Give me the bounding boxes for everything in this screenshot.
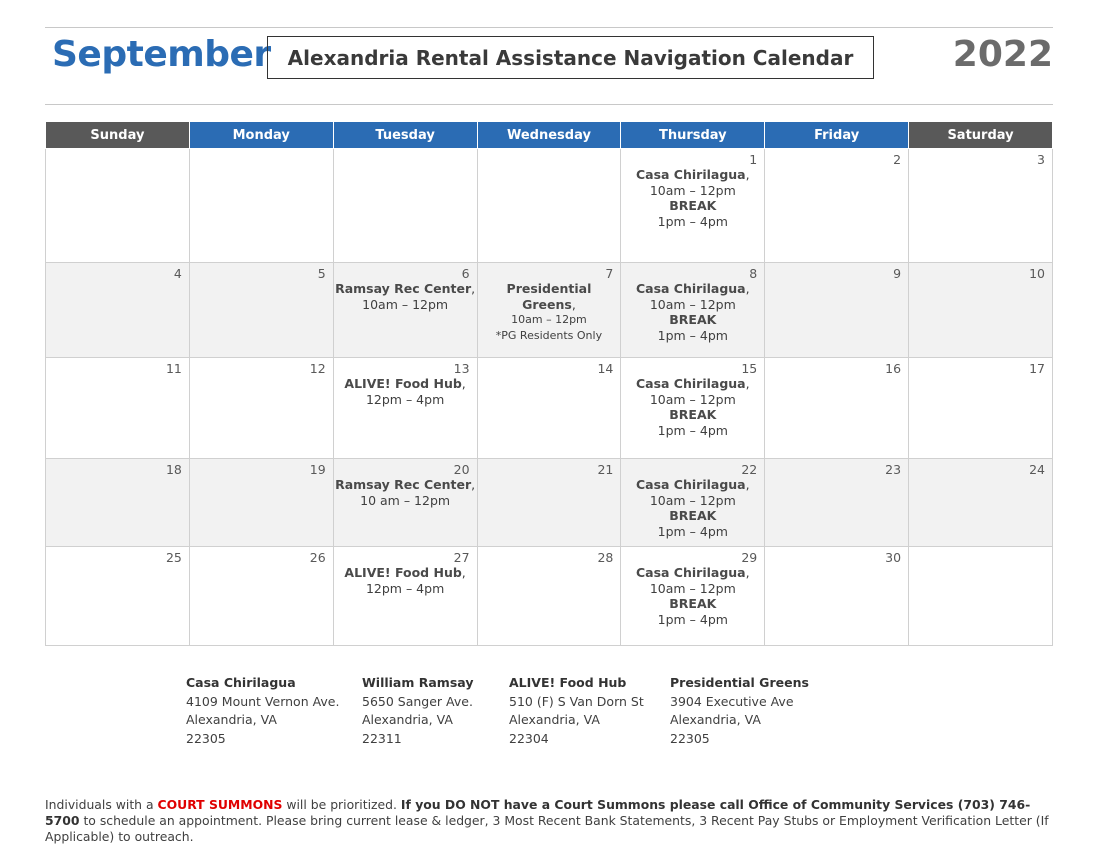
event — [334, 477, 477, 508]
day-cell — [333, 547, 477, 646]
weekday-friday: Friday — [765, 122, 909, 149]
location-name: Presidential Greens — [670, 675, 809, 690]
day-number: 11 — [165, 361, 182, 376]
day-cell — [621, 358, 765, 459]
day-cell — [621, 547, 765, 646]
event — [621, 167, 764, 229]
weekday-saturday: Saturday — [909, 122, 1053, 149]
calendar-title — [267, 36, 874, 79]
footer-note — [45, 797, 1055, 845]
event — [334, 281, 477, 312]
day-cell — [477, 547, 621, 646]
day-number: 6 — [461, 266, 470, 281]
event-location: Casa Chirilagua, — [635, 281, 750, 296]
event-location: Ramsay Rec Center, — [335, 477, 476, 492]
event-break-label: BREAK — [669, 508, 717, 523]
day-cell — [189, 547, 333, 646]
location-presidential-greens — [670, 674, 809, 748]
location-city: Alexandria, VA — [509, 712, 600, 727]
event-time-second: 1pm – 4pm — [657, 611, 728, 627]
day-number: 17 — [1029, 361, 1045, 376]
event — [621, 376, 764, 438]
event-time: 10am – 12pm — [649, 296, 736, 312]
event-break — [621, 198, 764, 214]
day-number: 13 — [453, 361, 470, 376]
day-cell — [477, 459, 621, 547]
day-cell — [46, 459, 190, 547]
day-number: 27 — [453, 550, 470, 565]
event-time: 12pm – 4pm — [365, 391, 445, 407]
event-time: 10am – 12pm — [649, 391, 736, 407]
event — [621, 281, 764, 343]
location-street: 5650 Sanger Ave. — [362, 693, 473, 709]
day-cell — [909, 459, 1053, 547]
event-time-second: 1pm – 4pm — [657, 213, 728, 229]
day-number: 30 — [885, 550, 902, 565]
event-location: ALIVE! Food Hub, — [344, 376, 466, 391]
day-cell — [765, 459, 909, 547]
week-row — [46, 149, 1053, 263]
day-cell — [46, 547, 190, 646]
event — [621, 565, 764, 627]
event-time: 10am – 12pm — [649, 182, 736, 198]
day-number: 28 — [597, 550, 614, 565]
day-number: 12 — [309, 361, 326, 376]
event-location-name: Presidential Greens — [506, 281, 592, 312]
event-location: Presidential Greens, — [506, 281, 592, 312]
day-number: 16 — [885, 361, 902, 376]
day-number: 29 — [741, 550, 758, 565]
day-cell — [333, 459, 477, 547]
event-location-name: Ramsay Rec Center — [335, 477, 472, 492]
day-cell — [909, 263, 1053, 358]
event-break-label: BREAK — [669, 596, 717, 611]
event-location: Casa Chirilagua, — [635, 565, 750, 580]
day-cell — [909, 547, 1053, 646]
event-location: Casa Chirilagua, — [635, 477, 750, 492]
footer-phone-instruction: If you DO NOT have a Court Summons please call Office of Community Services (703) 746-5700 — [45, 797, 1031, 828]
event-break — [621, 596, 764, 612]
event-time: 10 am – 12pm — [360, 492, 451, 508]
day-cell — [46, 358, 190, 459]
location-zip: 22305 — [670, 730, 710, 746]
day-number: 25 — [165, 550, 182, 565]
location-city: Alexandria, VA — [670, 712, 761, 727]
day-number: 10 — [1029, 266, 1045, 281]
event-location-name: Casa Chirilagua — [635, 167, 746, 182]
location-alive-food-hub — [509, 674, 644, 748]
location-street: 510 (F) S Van Dorn St — [509, 693, 644, 709]
event-time: 12pm – 4pm — [365, 580, 445, 596]
location-name: Casa Chirilagua — [186, 675, 296, 690]
day-number: 18 — [165, 462, 182, 477]
day-cell — [765, 149, 909, 263]
day-cell — [333, 263, 477, 358]
event-location-name: Casa Chirilagua — [635, 281, 746, 296]
day-cell — [765, 358, 909, 459]
location-name: ALIVE! Food Hub — [509, 675, 627, 690]
event-location: ALIVE! Food Hub, — [344, 565, 466, 580]
event-break — [621, 407, 764, 423]
event — [334, 565, 477, 596]
event-break — [621, 312, 764, 328]
footer-text-3: to schedule an appointment. Please bring current lease & ledger, 3 Most Recent Bank Statements, 3 Recent Pay Stubs or Employment Verification Letter (If Applicable) to outreach. — [45, 813, 1049, 844]
footer-text-1: Individuals with a — [45, 797, 158, 812]
day-number: 2 — [893, 152, 902, 167]
weekday-wednesday: Wednesday — [477, 122, 621, 149]
weekday-thursday: Thursday — [621, 122, 765, 149]
day-number: 1 — [749, 152, 758, 167]
day-number — [909, 547, 1052, 551]
event-time: 10am – 12pm — [362, 296, 449, 312]
footer-text-2: will be prioritized. — [282, 797, 401, 812]
event — [334, 376, 477, 407]
event-location-name: Casa Chirilagua — [635, 565, 746, 580]
day-cell — [909, 358, 1053, 459]
calendar-grid — [45, 121, 1053, 646]
calendar-title-text: Alexandria Rental Assistance Navigation Calendar — [287, 45, 854, 70]
location-zip: 22305 — [186, 730, 226, 746]
event-time-second: 1pm – 4pm — [657, 422, 728, 438]
location-city: Alexandria, VA — [186, 712, 277, 727]
weekday-tuesday: Tuesday — [333, 122, 477, 149]
day-cell — [477, 149, 621, 263]
day-number: 26 — [309, 550, 326, 565]
day-cell — [189, 263, 333, 358]
event-location-name: ALIVE! Food Hub — [344, 565, 462, 580]
event — [478, 281, 621, 343]
day-number — [46, 149, 189, 153]
location-city: Alexandria, VA — [362, 712, 453, 727]
location-casa-chirilagua — [186, 674, 339, 748]
event-location: Casa Chirilagua, — [635, 167, 750, 182]
day-number: 4 — [173, 266, 182, 281]
event-time-second: 1pm – 4pm — [657, 327, 728, 343]
day-cell — [621, 459, 765, 547]
event-break — [621, 508, 764, 524]
event-location-name: ALIVE! Food Hub — [344, 376, 462, 391]
location-zip: 22304 — [509, 730, 549, 746]
day-number — [478, 149, 621, 153]
week-row — [46, 263, 1053, 358]
event-location-name: Casa Chirilagua — [635, 477, 746, 492]
day-number: 19 — [309, 462, 326, 477]
event-break-label: BREAK — [669, 407, 717, 422]
day-number: 9 — [893, 266, 902, 281]
day-cell — [189, 149, 333, 263]
day-cell — [765, 547, 909, 646]
event-time-second: 1pm – 4pm — [657, 523, 728, 539]
day-number: 21 — [597, 462, 614, 477]
event-break-label: BREAK — [669, 312, 717, 327]
event-location-name: Ramsay Rec Center — [335, 281, 472, 296]
event — [621, 477, 764, 539]
top-rule — [45, 27, 1053, 28]
event-location-name: Casa Chirilagua — [635, 376, 746, 391]
week-row — [46, 358, 1053, 459]
event-time: 10am – 12pm — [649, 580, 736, 596]
day-number: 15 — [741, 361, 758, 376]
year-title: 2022 — [952, 34, 1053, 75]
location-william-ramsay — [362, 674, 473, 748]
day-cell — [621, 263, 765, 358]
day-cell — [477, 263, 621, 358]
day-number: 8 — [749, 266, 758, 281]
day-cell — [46, 149, 190, 263]
day-number: 3 — [1037, 152, 1045, 167]
day-cell — [333, 358, 477, 459]
day-number: 5 — [317, 266, 326, 281]
day-cell — [46, 263, 190, 358]
day-cell — [909, 149, 1053, 263]
month-title: September — [52, 34, 271, 75]
day-number: 7 — [605, 266, 614, 281]
day-cell — [765, 263, 909, 358]
event-note: *PG Residents Only — [495, 328, 603, 342]
weekday-sunday: Sunday — [46, 122, 190, 149]
weekday-header-row — [46, 122, 1053, 149]
court-summons-highlight: COURT SUMMONS — [157, 797, 283, 812]
day-cell — [189, 358, 333, 459]
day-number: 14 — [597, 361, 614, 376]
day-number: 24 — [1029, 462, 1045, 477]
event-location: Casa Chirilagua, — [635, 376, 750, 391]
day-number: 22 — [741, 462, 758, 477]
header-rule — [45, 104, 1053, 105]
day-number: 23 — [885, 462, 902, 477]
week-row — [46, 459, 1053, 547]
day-number — [334, 149, 477, 153]
day-number — [190, 149, 333, 153]
day-cell — [621, 149, 765, 263]
day-cell — [189, 459, 333, 547]
location-name: William Ramsay — [362, 675, 474, 690]
event-time: 10am – 12pm — [511, 313, 587, 326]
weekday-monday: Monday — [189, 122, 333, 149]
day-cell — [333, 149, 477, 263]
event-break-label: BREAK — [669, 198, 717, 213]
location-street: 3904 Executive Ave — [670, 693, 794, 709]
location-street: 4109 Mount Vernon Ave. — [186, 693, 340, 709]
day-number: 20 — [453, 462, 470, 477]
event-location: Ramsay Rec Center, — [335, 281, 476, 296]
location-zip: 22311 — [362, 730, 402, 746]
week-row — [46, 547, 1053, 646]
event-time: 10am – 12pm — [649, 492, 736, 508]
day-cell — [477, 358, 621, 459]
